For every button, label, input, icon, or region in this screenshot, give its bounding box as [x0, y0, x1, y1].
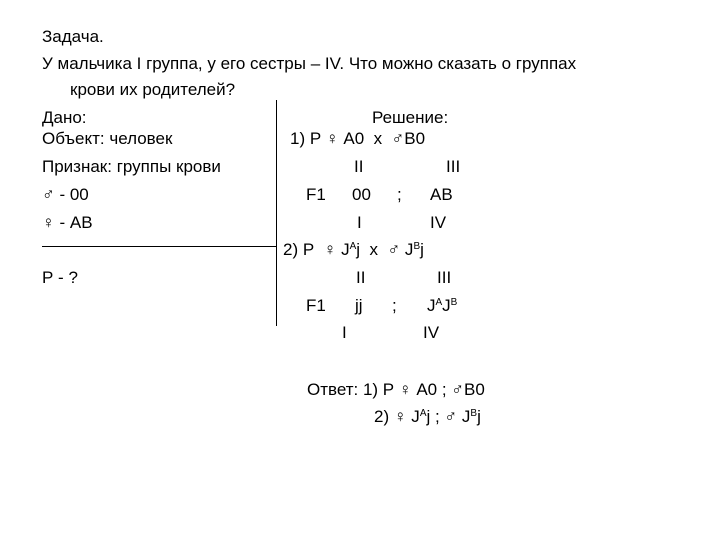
case2-offspring2 — [427, 296, 457, 316]
case1-parents: 1) Р ♀ А0 х ♂В0 — [290, 129, 426, 148]
case2-offspring1: jj — [355, 296, 363, 315]
answer-l2-end: j — [477, 407, 481, 426]
case2-p-prefix: 2) Р ♀ J — [283, 240, 350, 259]
answer-l2-sup2: B — [470, 408, 478, 419]
case2-p-mid: j х ♂ J — [356, 240, 414, 259]
case2-parents — [283, 240, 424, 260]
given-heading: Дано: — [42, 108, 87, 127]
solution-heading: Решение: — [372, 108, 449, 127]
case2-group-father: III — [437, 268, 452, 287]
case2-p-end: j — [420, 240, 424, 259]
answer-l2-mid: j ; ♂ J — [426, 407, 471, 426]
case2-group-off2: IV — [423, 323, 440, 342]
case1-group-off1: I — [357, 213, 362, 232]
given-male: ♂ - 00 — [42, 185, 89, 204]
vertical-divider — [276, 100, 277, 326]
off2-sup-b: B — [450, 297, 458, 308]
case2-sup2: B — [413, 241, 421, 252]
answer-l2-sup1: A — [419, 408, 427, 419]
case1-group-mother: II — [354, 157, 364, 176]
case2-group-mother: II — [356, 268, 366, 287]
case2-sup1: A — [349, 241, 357, 252]
given-trait: Признак: группы крови — [42, 157, 221, 176]
case1-group-off2: IV — [430, 213, 447, 232]
case2-separator: ; — [392, 296, 397, 315]
answer-line2 — [374, 407, 481, 427]
task-text-line2: крови их родителей? — [70, 80, 236, 99]
off2-sup-a: A — [435, 297, 443, 308]
case1-group-father: III — [446, 157, 461, 176]
case2-f1-label: F1 — [306, 296, 326, 315]
off2-a: J — [427, 296, 436, 315]
case2-group-off1: I — [342, 323, 347, 342]
task-text-line1: У мальчика I группа, у его сестры – IV. Что можно сказать о группах — [42, 54, 577, 73]
given-question: Р - ? — [42, 268, 78, 287]
given-female: ♀ - АВ — [42, 213, 93, 232]
answer-line1: Ответ: 1) Р ♀ А0 ; ♂В0 — [307, 380, 485, 399]
case1-offspring2: АВ — [430, 185, 453, 204]
case1-f1-label: F1 — [306, 185, 326, 204]
answer-l2-prefix: 2) ♀ J — [374, 407, 420, 426]
off2-b: J — [442, 296, 451, 315]
case1-offspring1: 00 — [352, 185, 371, 204]
task-title: Задача. — [42, 27, 104, 46]
case1-separator: ; — [397, 185, 402, 204]
given-object: Объект: человек — [42, 129, 173, 148]
horizontal-divider — [42, 246, 276, 247]
